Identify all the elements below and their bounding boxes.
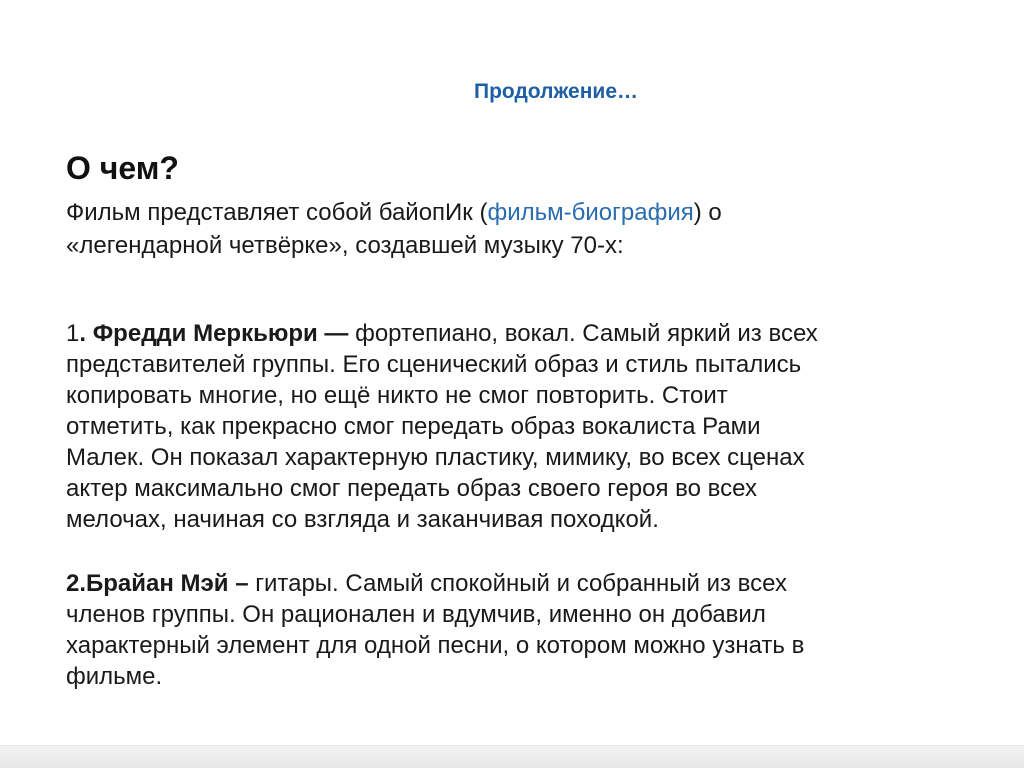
- item1-line-7: мелочах, начиная со взгляда и заканчивая походкой.: [66, 506, 659, 533]
- item1-line-3: копировать многие, но ещё никто не смог повторить. Стоит: [66, 382, 728, 409]
- item1-line-4: отметить, как прекрасно смог передать образ вокалиста Рами: [66, 413, 761, 440]
- intro-paragraph: [66, 196, 986, 262]
- item2-line-4: фильме.: [66, 663, 163, 690]
- item2-line-2: членов группы. Он рационален и вдумчив, именно он добавил: [66, 601, 766, 628]
- intro-line-1: [66, 196, 986, 229]
- biopic-term: фильм-биография: [487, 199, 694, 226]
- item2-line-1: [66, 568, 986, 599]
- member-brian-paragraph: [66, 568, 986, 692]
- slide-bottom-edge: [0, 745, 1024, 768]
- item1-name: . Фредди Меркьюри —: [79, 320, 349, 347]
- item2-name: 2.Брайан Мэй –: [66, 570, 249, 597]
- item1-line-2: представителей группы. Его сценический образ и стиль пытались: [66, 351, 802, 378]
- intro-text-start: Фильм представляет собой байопИк (: [66, 199, 488, 226]
- item2-line-3: характерный элемент для одной песни, о котором можно узнать в: [66, 632, 805, 659]
- intro-text-end: ) о: [693, 199, 722, 226]
- item1-line-1: [66, 318, 986, 349]
- slide-title: Продолжение…: [474, 80, 639, 103]
- intro-line-2: «легендарной четвёрке», создавшей музыку 70-х:: [66, 232, 624, 259]
- item2-line1-text: гитары. Самый спокойный и собранный из всех: [248, 570, 787, 597]
- member-freddie-paragraph: [66, 318, 986, 535]
- item1-line-6: актер максимально смог передать образ своего героя во всех: [66, 475, 757, 502]
- item1-line1-text: фортепиано, вокал. Самый яркий из всех: [348, 320, 818, 347]
- section-heading: О чем?: [66, 150, 179, 186]
- item1-number: 1: [66, 320, 80, 347]
- item1-line-5: Малек. Он показал характерную пластику, мимику, во всех сценах: [66, 444, 805, 471]
